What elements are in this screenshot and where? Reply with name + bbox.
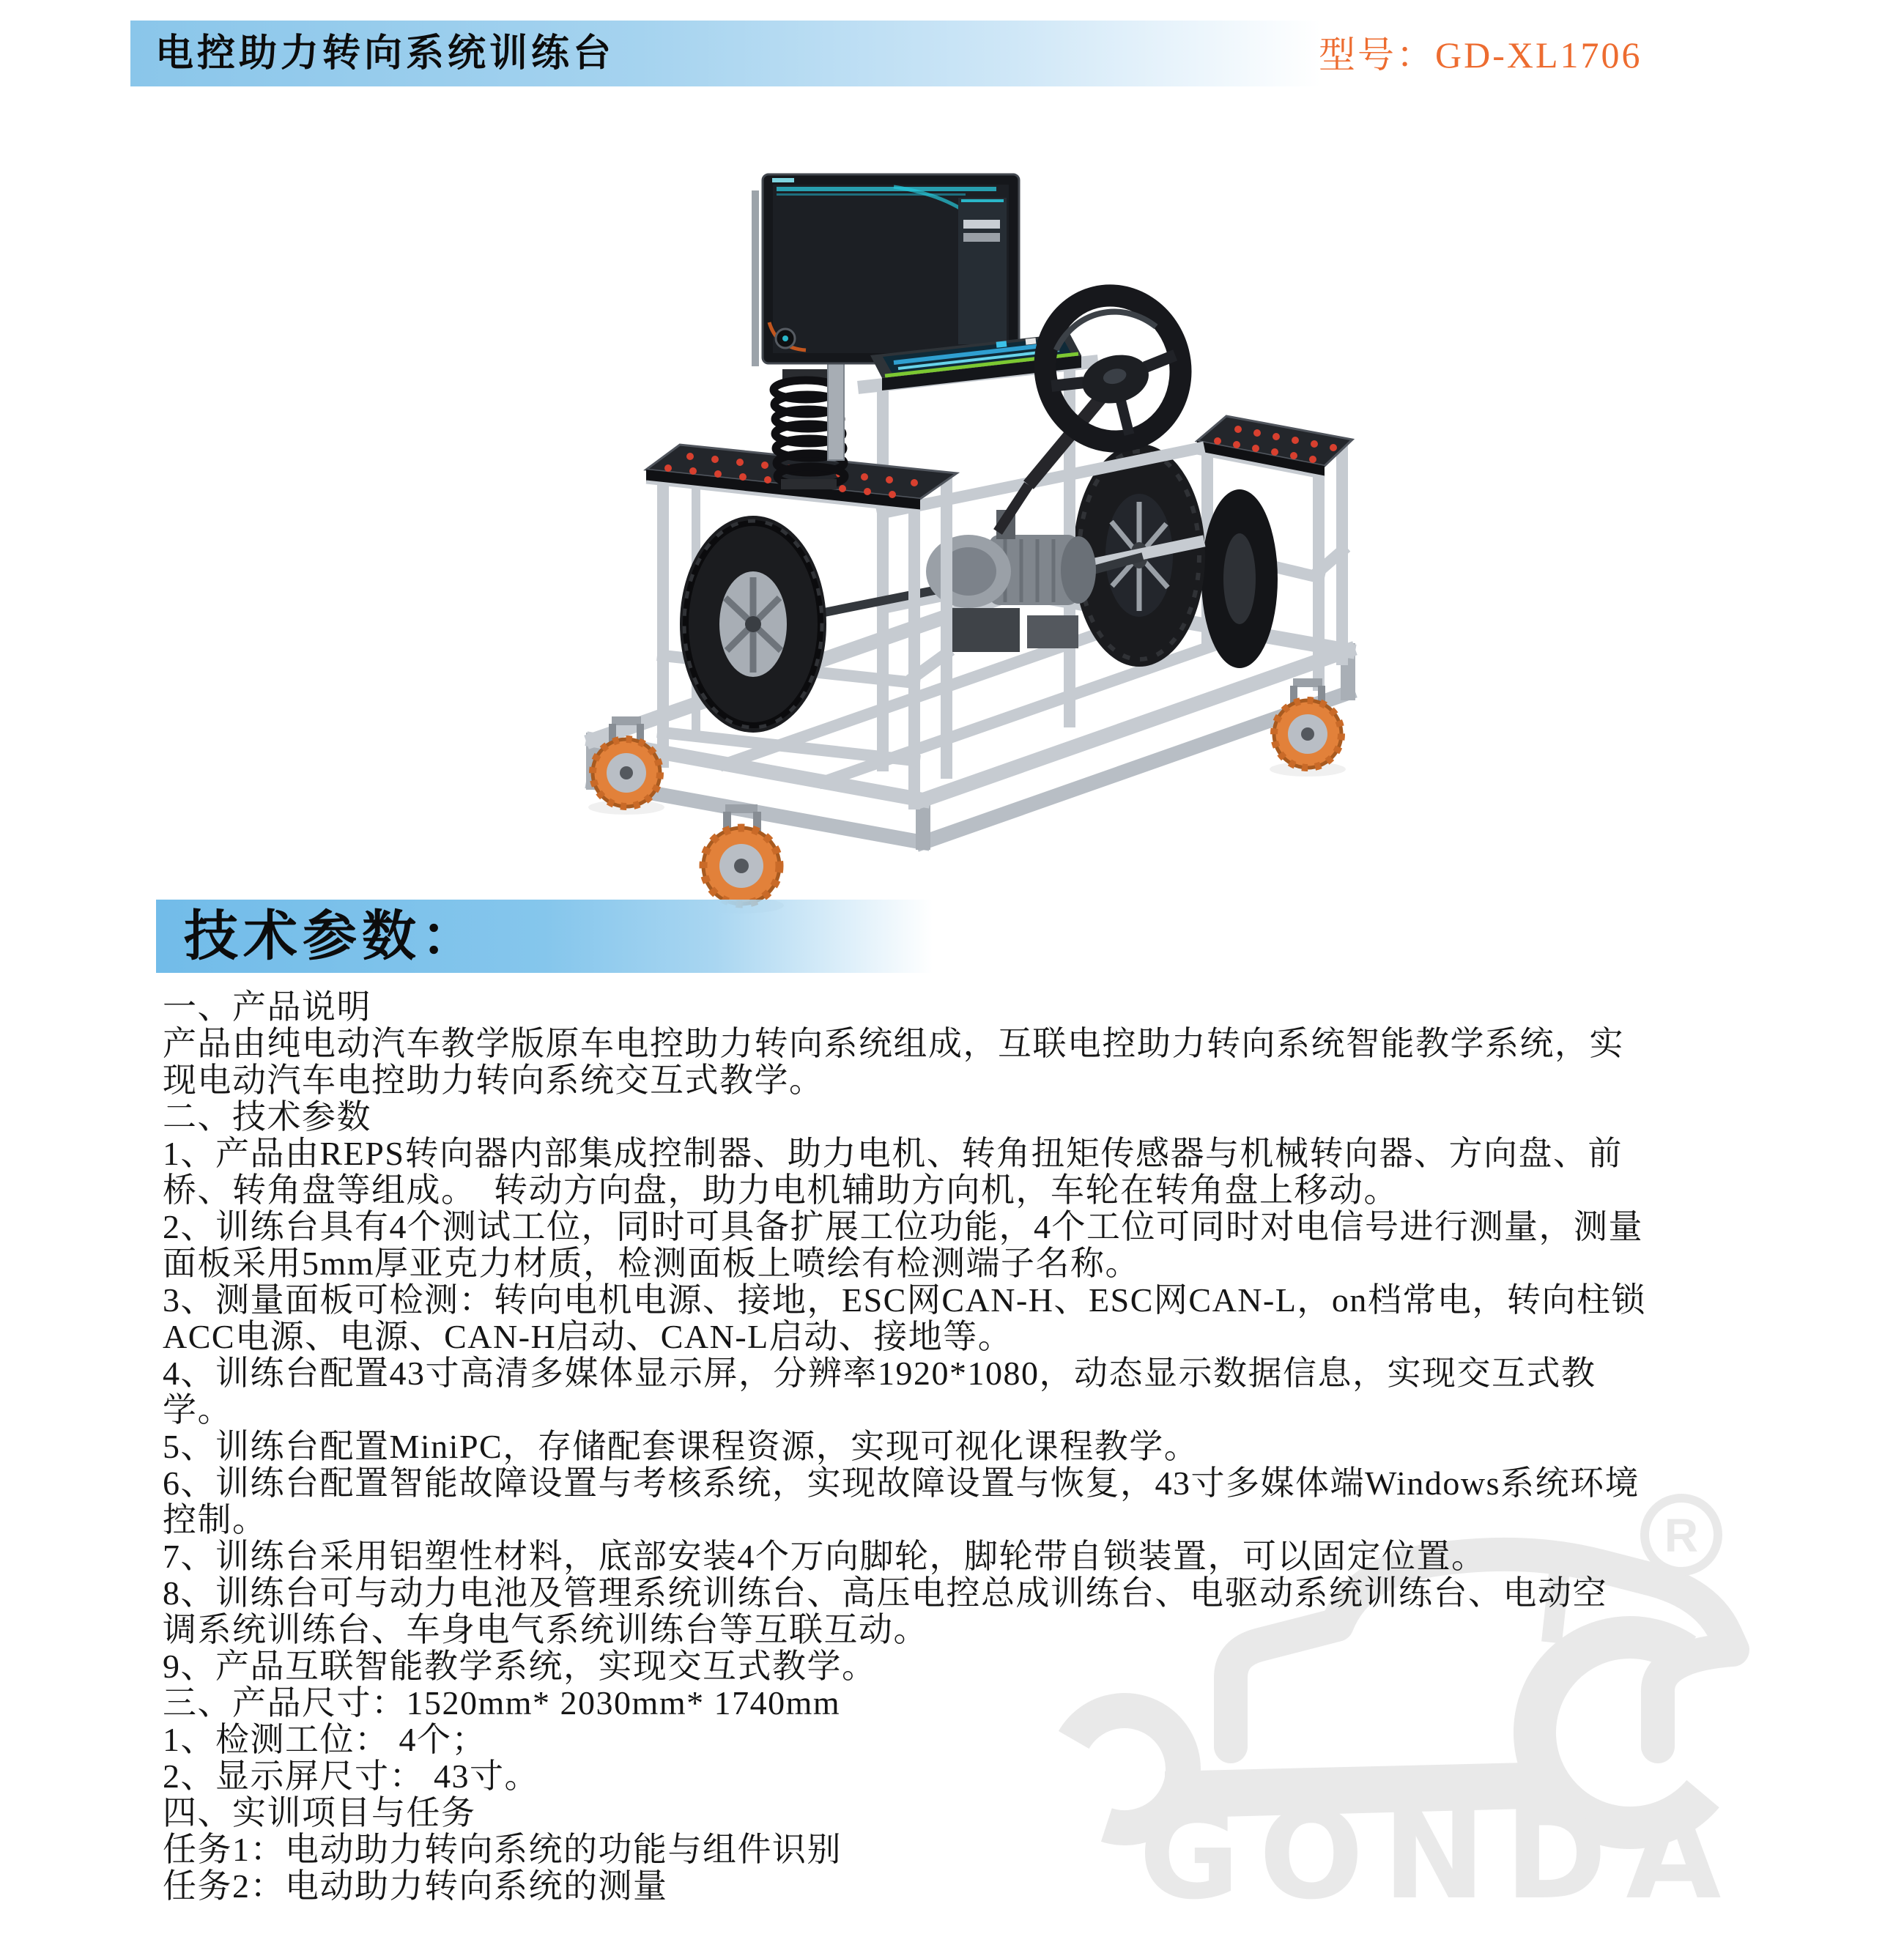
watermark-brand-text: GONDA [1138, 1783, 1741, 1927]
spec-line-13: 5、训练台配置MiniPC，存储配套课程资源，实现可视化课程教学。 [163, 1428, 1199, 1465]
spec-line-17: 8、训练台可与动力电池及管理系统训练台、高压电控总成训练台、电驱动系统训练台、电动空 [163, 1574, 1607, 1612]
registered-mark-letter: R [1664, 1509, 1699, 1562]
model-number: 型号：GD-XL1706 [1319, 34, 1642, 75]
spec-line-15: 控制。 [163, 1501, 267, 1538]
spec-line-18: 调系统训练台、车身电气系统训练台等互联互动。 [163, 1611, 928, 1648]
left-wheel [680, 516, 826, 733]
spec-line-14: 6、训练台配置智能故障设置与考核系统，实现故障设置与恢复，43寸多媒体端Windows系统环境 [163, 1464, 1640, 1502]
spec-line-6: 桥、转角盘等组成。 转动方向盘，助力电机辅助方向机，车轮在转角盘上移动。 [163, 1171, 1399, 1209]
spec-line-11: 4、训练台配置43寸高清多媒体显示屏，分辨率1920*1080，动态显示数据信息，实现交互式教 [163, 1355, 1596, 1392]
spec-line-1: 一、产品说明 [163, 988, 371, 1026]
spec-line-4: 二、技术参数 [163, 1098, 371, 1135]
spec-line-8: 面板采用5mm厚亚克力材质，检测面板上喷绘有检测端子名称。 [163, 1245, 1141, 1282]
spec-line-12: 学。 [163, 1391, 232, 1429]
spec-line-9: 3、测量面板可检测：转向电机电源、接地，ESC网CAN-H、ESC网CAN-L，on档常电，转向柱锁 [163, 1281, 1646, 1319]
spec-text-block [163, 989, 1862, 1905]
section-title: 技术参数： [184, 905, 481, 966]
product-photo [484, 103, 1399, 916]
spec-line-2: 产品由纯电动汽车教学版原车电控助力转向系统组成，互联电控助力转向系统智能教学系统，实 [163, 1025, 1624, 1062]
right-measurement-panel [1197, 416, 1352, 478]
section-header-bar [156, 900, 933, 973]
spec-line-24: 任务1：电动助力转向系统的功能与组件识别 [163, 1831, 842, 1868]
spec-line-19: 9、产品互联智能教学系统，实现交互式教学。 [163, 1648, 877, 1685]
training-bench-illustration [484, 103, 1399, 916]
steering-wheel [1030, 281, 1196, 456]
spec-line-23: 四、实训项目与任务 [163, 1794, 476, 1831]
spec-line-22: 2、显示屏尺寸： 43寸。 [163, 1757, 539, 1795]
spec-line-3: 现电动汽车电控助力转向系统交互式教学。 [163, 1062, 824, 1099]
spec-line-16: 7、训练台采用铝塑性材料，底部安装4个万向脚轮，脚轮带自锁装置，可以固定位置。 [163, 1538, 1486, 1575]
spec-line-25: 任务2：电动助力转向系统的测量 [163, 1867, 668, 1905]
spec-line-7: 2、训练台具有4个测试工位，同时可具备扩展工位功能，4个工位可同时对电信号进行测量，测量 [163, 1208, 1643, 1245]
spec-line-5: 1、产品由REPS转向器内部集成控制器、助力电机、转角扭矩传感器与机械转向器、方向盘、前 [163, 1135, 1623, 1172]
page-title: 电控助力转向系统训练台 [155, 32, 615, 75]
spec-line-10: ACC电源、电源、CAN-H启动、CAN-L启动、接地等。 [163, 1318, 1013, 1355]
spec-line-20: 三、产品尺寸：1520mm* 2030mm* 1740mm [163, 1684, 841, 1722]
spec-line-21: 1、检测工位： 4个； [163, 1721, 486, 1758]
rear-right-tire [1201, 489, 1278, 668]
